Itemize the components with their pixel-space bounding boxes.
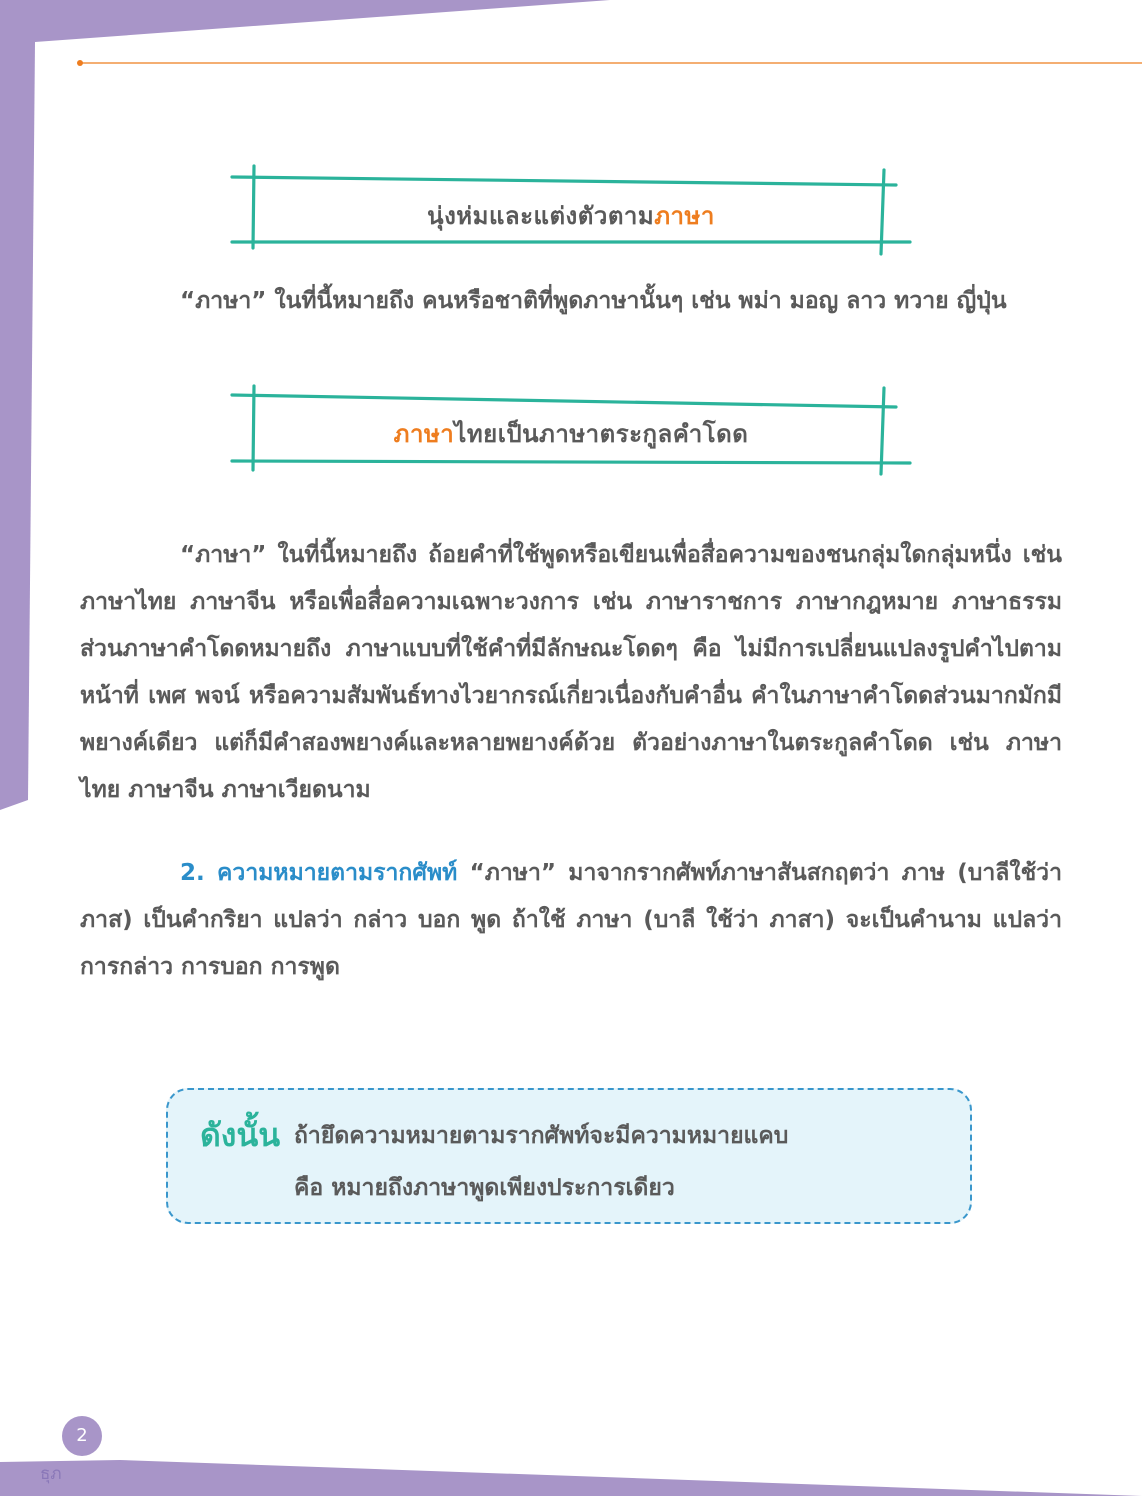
banner2-accent: ภาษา	[393, 420, 455, 448]
banner2-text: ไทยเป็นภาษาตระกูลคำโดด	[454, 420, 749, 448]
purple-bottom-band	[0, 1460, 1142, 1496]
page-number: 2	[62, 1416, 102, 1456]
paragraph-2-text: “ภาษา” ในที่นี้หมายถึง ถ้อยคำที่ใช้พูดหรือเขียนเพื่อสื่อความของชนกลุ่มใดกลุ่มหนึ่ง เช่น ภาษาไทย ภาษาจีน หรือเพื่อสื่อความเฉพาะวงการ เช่น ภาษาราชการ ภาษากฎหมาย ภาษาธรรม ส่วนภาษาคำโดดหมายถึง ภาษาแบบที่ใช้คำที่มีลักษณะโดดๆ คือ ไม่มีการเปลี่ยนแปลงรูปคำไปตามหน้าที่ เพศ พจน์ หรือความสัมพันธ์ทางไวยากรณ์เกี่ยวเนื่องกับคำอื่น คำในภาษาคำโดดส่วนมากมักมีพยางค์เดียว แต่ก็มีคำสองพยางค์และหลายพยางค์ด้วย ตัวอย่างภาษาในตระกูลคำโดด เช่น ภาษาไทย ภาษาจีน ภาษาเวียดนาม	[80, 542, 1062, 803]
paragraph-1-text: “ภาษา” ในที่นี้หมายถึง คนหรือชาติที่พูดภาษานั้นๆ เช่น พม่า มอญ ลาว ทวาย ญี่ปุ่น	[180, 288, 1007, 314]
purple-top-band	[0, 0, 610, 48]
paragraph-2	[80, 532, 1062, 814]
purple-left-band	[0, 0, 35, 810]
note-line-2: คือ หมายถึงภาษาพูดเพียงประการเดียว	[294, 1175, 675, 1201]
note-line-1: ถ้ายึดความหมายตามรากศัพท์จะมีความหมายแคบ	[294, 1123, 789, 1149]
section-heading: 2. ความหมายตามรากศัพท์	[180, 860, 458, 886]
banner1-text: นุ่งห่มและแต่งตัวตาม	[427, 202, 655, 230]
publisher-logo: ธุภ	[40, 1464, 62, 1484]
banner2-title	[232, 414, 910, 453]
paragraph-3-text: “ภาษา” มาจากรากศัพท์ภาษาสันสกฤตว่า ภาษ (บาลีใช้ว่า ภาส) เป็นคำกริยา แปลว่า กล่าว บอก พูด ถ้าใช้ ภาษา (บาลี ใช้ว่า ภาสา) จะเป็นคำนาม แปลว่า การกล่าว การบอก การพูด	[80, 860, 1063, 980]
orange-dot	[77, 60, 83, 66]
banner1-accent: ภาษา	[654, 202, 715, 230]
banner1-title	[232, 196, 910, 235]
paragraph-3	[80, 850, 1062, 991]
note-lead: ดังนั้น	[200, 1116, 281, 1154]
paragraph-1	[80, 278, 1062, 325]
